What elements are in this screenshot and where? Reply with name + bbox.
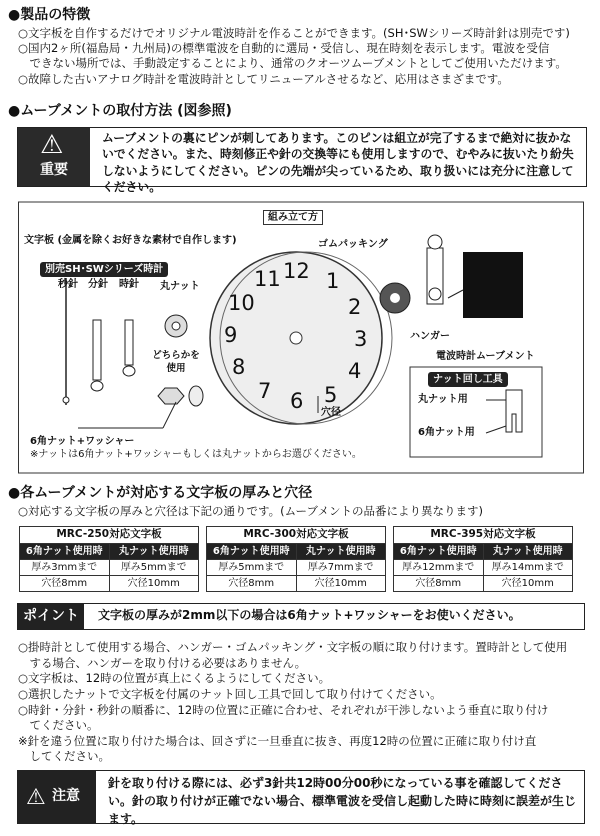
important-label: 重要 xyxy=(40,162,68,178)
features-line: ○文字板を自作するだけでオリジナル電波時計を作ることができます。(SH･SWシリーズ時計針は別売です) xyxy=(18,26,570,40)
note-line: ※針を違う位置に取り付けた場合は、回さずに一旦垂直に抜き、再度12時の位置に正確に取り付け直 xyxy=(18,733,537,748)
table-cell: 厚み5mmまで xyxy=(110,560,199,576)
table-mrc300 xyxy=(206,526,386,592)
dial-numeral: 11 xyxy=(254,267,281,291)
assembly-illustration xyxy=(18,190,584,474)
tool-title: ナット回し工具 xyxy=(428,372,508,387)
caution-box xyxy=(17,770,585,824)
caution-label-block xyxy=(18,771,96,823)
table-cell: 穴径8mm xyxy=(394,576,484,591)
point-box xyxy=(17,603,585,630)
point-label: ポイント xyxy=(18,604,84,629)
thickness-sub: ○対応する文字板の厚みと穴径は下記の通りです。(ムーブメントの品番により異なります) xyxy=(18,504,483,518)
table-cell: 厚み12mmまで xyxy=(394,560,484,576)
table-mrc395 xyxy=(393,526,573,592)
dial-numeral: 9 xyxy=(224,323,238,347)
second-hand-label: 秒針 xyxy=(58,279,78,290)
table-header: 6角ナット使用時 xyxy=(20,544,110,560)
hour-hand-label: 時針 xyxy=(119,279,139,290)
hands-tag: 別売SH･SWシリーズ時計 xyxy=(40,262,168,277)
note-line: ○時針・分針・秒針の順番に、12時の位置に正確に合わせ、それぞれが干渉しないよう垂直に取り付け xyxy=(18,702,549,717)
table-cell: 穴径10mm xyxy=(501,578,554,590)
important-text: ムーブメントの裏にピンが刺してあります。このピンは組立が完了するまで絶対に抜かないでください。また、時刻修正や針の交換等にも使用しますので、むやみに抜いたり紛失しないようにしてください。ピンの先端が尖っているため、取り扱いには充分に注意してください。 xyxy=(102,131,574,194)
tool-round-label: 丸ナット用 xyxy=(418,394,468,405)
movement-label: 電波時計ムーブメント xyxy=(436,351,535,362)
table-cell: 穴径8mm xyxy=(207,576,297,591)
point-text: 文字板の厚みが2mm以下の場合は6角ナット+ワッシャーをお使いください。 xyxy=(98,608,521,622)
table-header: 丸ナット使用時 xyxy=(110,544,199,560)
mounting-title: ●ムーブメントの取付方法 (図参照) xyxy=(8,103,232,119)
dial-numeral: 7 xyxy=(258,379,272,403)
assembly-diagram xyxy=(18,190,584,474)
table-header: 丸ナット使用時 xyxy=(484,544,573,560)
dial-numeral: 1 xyxy=(326,269,340,293)
important-label-block xyxy=(18,128,90,186)
dial-label: 文字板 (金属を除くお好きな素材で自作します) xyxy=(24,235,237,246)
table-title: MRC-300対応文字板 xyxy=(207,527,385,544)
caution-label: 注意 xyxy=(52,788,80,804)
note-line: ○文字板は、12時の位置が真上にくるようにしてください。 xyxy=(18,671,331,686)
hanger-label: ハンガー xyxy=(410,331,450,342)
round-nut-label: 丸ナット xyxy=(160,281,200,292)
features-line: できない場所では、手動設定することにより、通常のクオーツムーブメントとしてご使用いただけます。 xyxy=(18,56,567,71)
table-title: MRC-395対応文字板 xyxy=(394,527,572,544)
table-cell: 穴径10mm xyxy=(127,578,180,590)
thickness-title: ●各ムーブメントが対応する文字板の厚みと穴径 xyxy=(8,485,313,501)
hole-label: 穴径 xyxy=(321,407,341,418)
dial-numeral: 10 xyxy=(228,291,255,315)
note-line: してください。 xyxy=(18,749,110,764)
assembly-notes xyxy=(18,640,586,765)
important-box xyxy=(17,127,587,194)
features-line: ○故障した古いアナログ時計を電波時計としてリニューアルさせるなど、応用はさまざまです。 xyxy=(18,71,509,86)
minute-hand-label: 分針 xyxy=(88,279,108,290)
note-line: てください。 xyxy=(18,718,99,733)
dial-numeral: 5 xyxy=(324,383,338,407)
table-cell: 厚み14mmまで xyxy=(484,560,573,576)
note-line: する場合、ハンガーを取り付ける必要はありません。 xyxy=(18,655,307,670)
dial-numeral: 12 xyxy=(283,259,310,283)
assembly-title: 組み立て方 xyxy=(263,210,323,225)
dial-numeral: 6 xyxy=(290,389,304,413)
tool-hex-label: 6角ナット用 xyxy=(418,427,475,438)
dial-numeral: 8 xyxy=(232,355,246,379)
nut-note: ※ナットは6角ナット+ワッシャーもしくは丸ナットからお選びください。 xyxy=(30,449,362,460)
dial-numeral: 2 xyxy=(348,295,362,319)
table-header: 6角ナット使用時 xyxy=(207,544,297,560)
warning-icon: ⚠ xyxy=(40,130,64,160)
note-line: ○掛時計として使用する場合、ハンガー・ゴムパッキング・文字板の順に取り付けます。置時計として使用 xyxy=(18,640,568,654)
either-label: どちらかを使用 xyxy=(152,350,200,374)
table-cell: 厚み3mmまで xyxy=(20,560,110,576)
hex-nut-label: 6角ナット+ワッシャー xyxy=(30,436,135,447)
table-cell: 穴径10mm xyxy=(314,578,367,590)
table-header: 6角ナット使用時 xyxy=(394,544,484,560)
table-header: 丸ナット使用時 xyxy=(297,544,386,560)
note-line: ○選択したナットで文字板を付属のナット回し工具で回して取り付けてください。 xyxy=(18,686,442,701)
features-title: ●製品の特徴 xyxy=(8,7,91,23)
rubber-packing-label: ゴムパッキング xyxy=(318,239,388,250)
table-cell: 穴径8mm xyxy=(20,576,110,591)
features-line: ○国内2ヶ所(福島局・九州局)の標準電波を自動的に選局・受信し、現在時刻を表示します。電波を受信 xyxy=(18,41,550,56)
warning-icon: ⚠ xyxy=(26,785,46,810)
dial-numeral: 3 xyxy=(354,327,368,351)
table-mrc250 xyxy=(19,526,199,592)
features-list xyxy=(18,26,586,87)
table-cell: 厚み5mmまで xyxy=(207,560,297,576)
dial-numeral: 4 xyxy=(348,359,362,383)
table-title: MRC-250対応文字板 xyxy=(20,527,198,544)
caution-text: 針を取り付ける際には、必ず3針共12時00分00秒になっている事を確認してください。針の取り付けが正確でない場合、標準電波を受信し起動した時に時刻に誤差が生じます。 xyxy=(108,776,577,826)
table-cell: 厚み7mmまで xyxy=(297,560,386,576)
